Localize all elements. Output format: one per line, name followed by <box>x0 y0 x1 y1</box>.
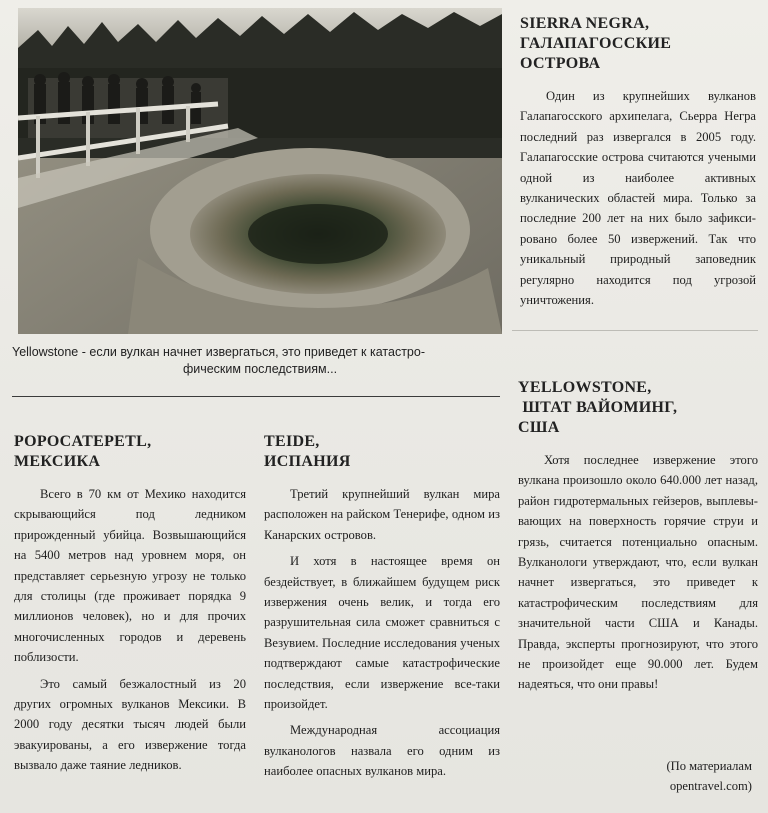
heading-yellowstone <box>518 378 758 438</box>
divider-rule <box>12 396 500 397</box>
heading-line: МЕКСИКА <box>14 453 101 470</box>
heading-popocatepetl <box>14 432 246 472</box>
heading-line: ИСПАНИЯ <box>264 453 351 470</box>
paragraph: Один из крупнейших вулканов Галапагосского архипелага, Сьерра Негра последний раз извергался в 2005 году. Галапагосские острова считаются учеными одной из наиболее активных вулканических областей мира. Только за последние 200 лет на них было зафиксировано более 50 извержений. Так что уникальный природный заповедник регулярно находится под угрозой уничтожения. <box>520 89 756 308</box>
heading-line: TEIDE, <box>264 433 320 450</box>
heading-line: США <box>518 419 560 436</box>
heading-line: SIERRA NEGRA, <box>520 15 650 32</box>
heading-sierra-negra <box>520 14 756 74</box>
paragraph: Всего в 70 км от Мехико находится скрывающийся под ледником прирожденный убийца. Возвышающийся на 5400 метров над уровнем моря, он представляет серьезную угрозу не только для столицы (где проживает порядка 9 миллионов человек), но и для прочих многочисленных городов и деревень поблизости. <box>14 487 246 665</box>
heading-line: ШТАТ ВАЙОМИНГ, <box>522 399 678 416</box>
heading-teide <box>264 432 500 472</box>
paragraph: Третий крупнейший вулкан мира расположен на райском Тенерифе, одном из Канарских островов. <box>264 487 500 542</box>
paragraph: Хотя последнее извержение этого вулкана произошло около 640.000 лет назад, район гидротермальных гейзеров, выплевывающих на поверхность горячие струи и грязь, считается потенциально опасным. Вулканологи утверждают, что, если вулкан начнет извергаться, это приведет к катастрофическим последствиям для значительной части США и Канады. Правда, эксперты прогнозируют, что этого не произойдет еще 90.000 лет. Будем надеяться, что они правы! <box>518 453 758 692</box>
heading-line: POPOCATEPETL, <box>14 433 152 450</box>
yellowstone-photo <box>18 8 502 334</box>
caption-line-2: фическим последствиям... <box>182 362 338 376</box>
divider-rule-right <box>512 330 758 331</box>
paragraph: Международная ассоциация вулканологов назвала его одним из наиболее опасных вулканов мира. <box>264 723 500 779</box>
photo-caption <box>12 344 508 378</box>
heading-line: ОСТРОВА <box>520 55 601 72</box>
source-line-1: (По материалам <box>666 759 752 773</box>
caption-line-1: Yellowstone - если вулкан начнет извергаться, это приведет к катастро- <box>12 345 425 359</box>
article-teide <box>264 432 500 782</box>
article-popocatepetl <box>14 432 246 776</box>
source-credit <box>600 756 752 796</box>
paragraph: Это самый безжалостный из 20 других огромных вулканов Мексики. В 2000 году десятки тысяч людей были эвакуированы, а его извержение тогда вызвало даже таяние ледников. <box>14 676 246 773</box>
source-line-2: opentravel.com) <box>669 779 752 793</box>
heading-line: ГАЛАПАГОССКИЕ <box>520 35 672 52</box>
paragraph: И хотя в настоящее время он бездействует, в ближайшем будущем риск извержения очень велик, и тогда его разрушительная сила сможет сравниться с Везувием. Последние исследования ученых подтверждают самые катастрофические последствия, если извержение все-таки произойдет. <box>264 554 500 712</box>
article-yellowstone <box>518 378 758 695</box>
article-sierra-negra <box>520 14 756 310</box>
heading-line: YELLOWSTONE, <box>518 379 652 396</box>
